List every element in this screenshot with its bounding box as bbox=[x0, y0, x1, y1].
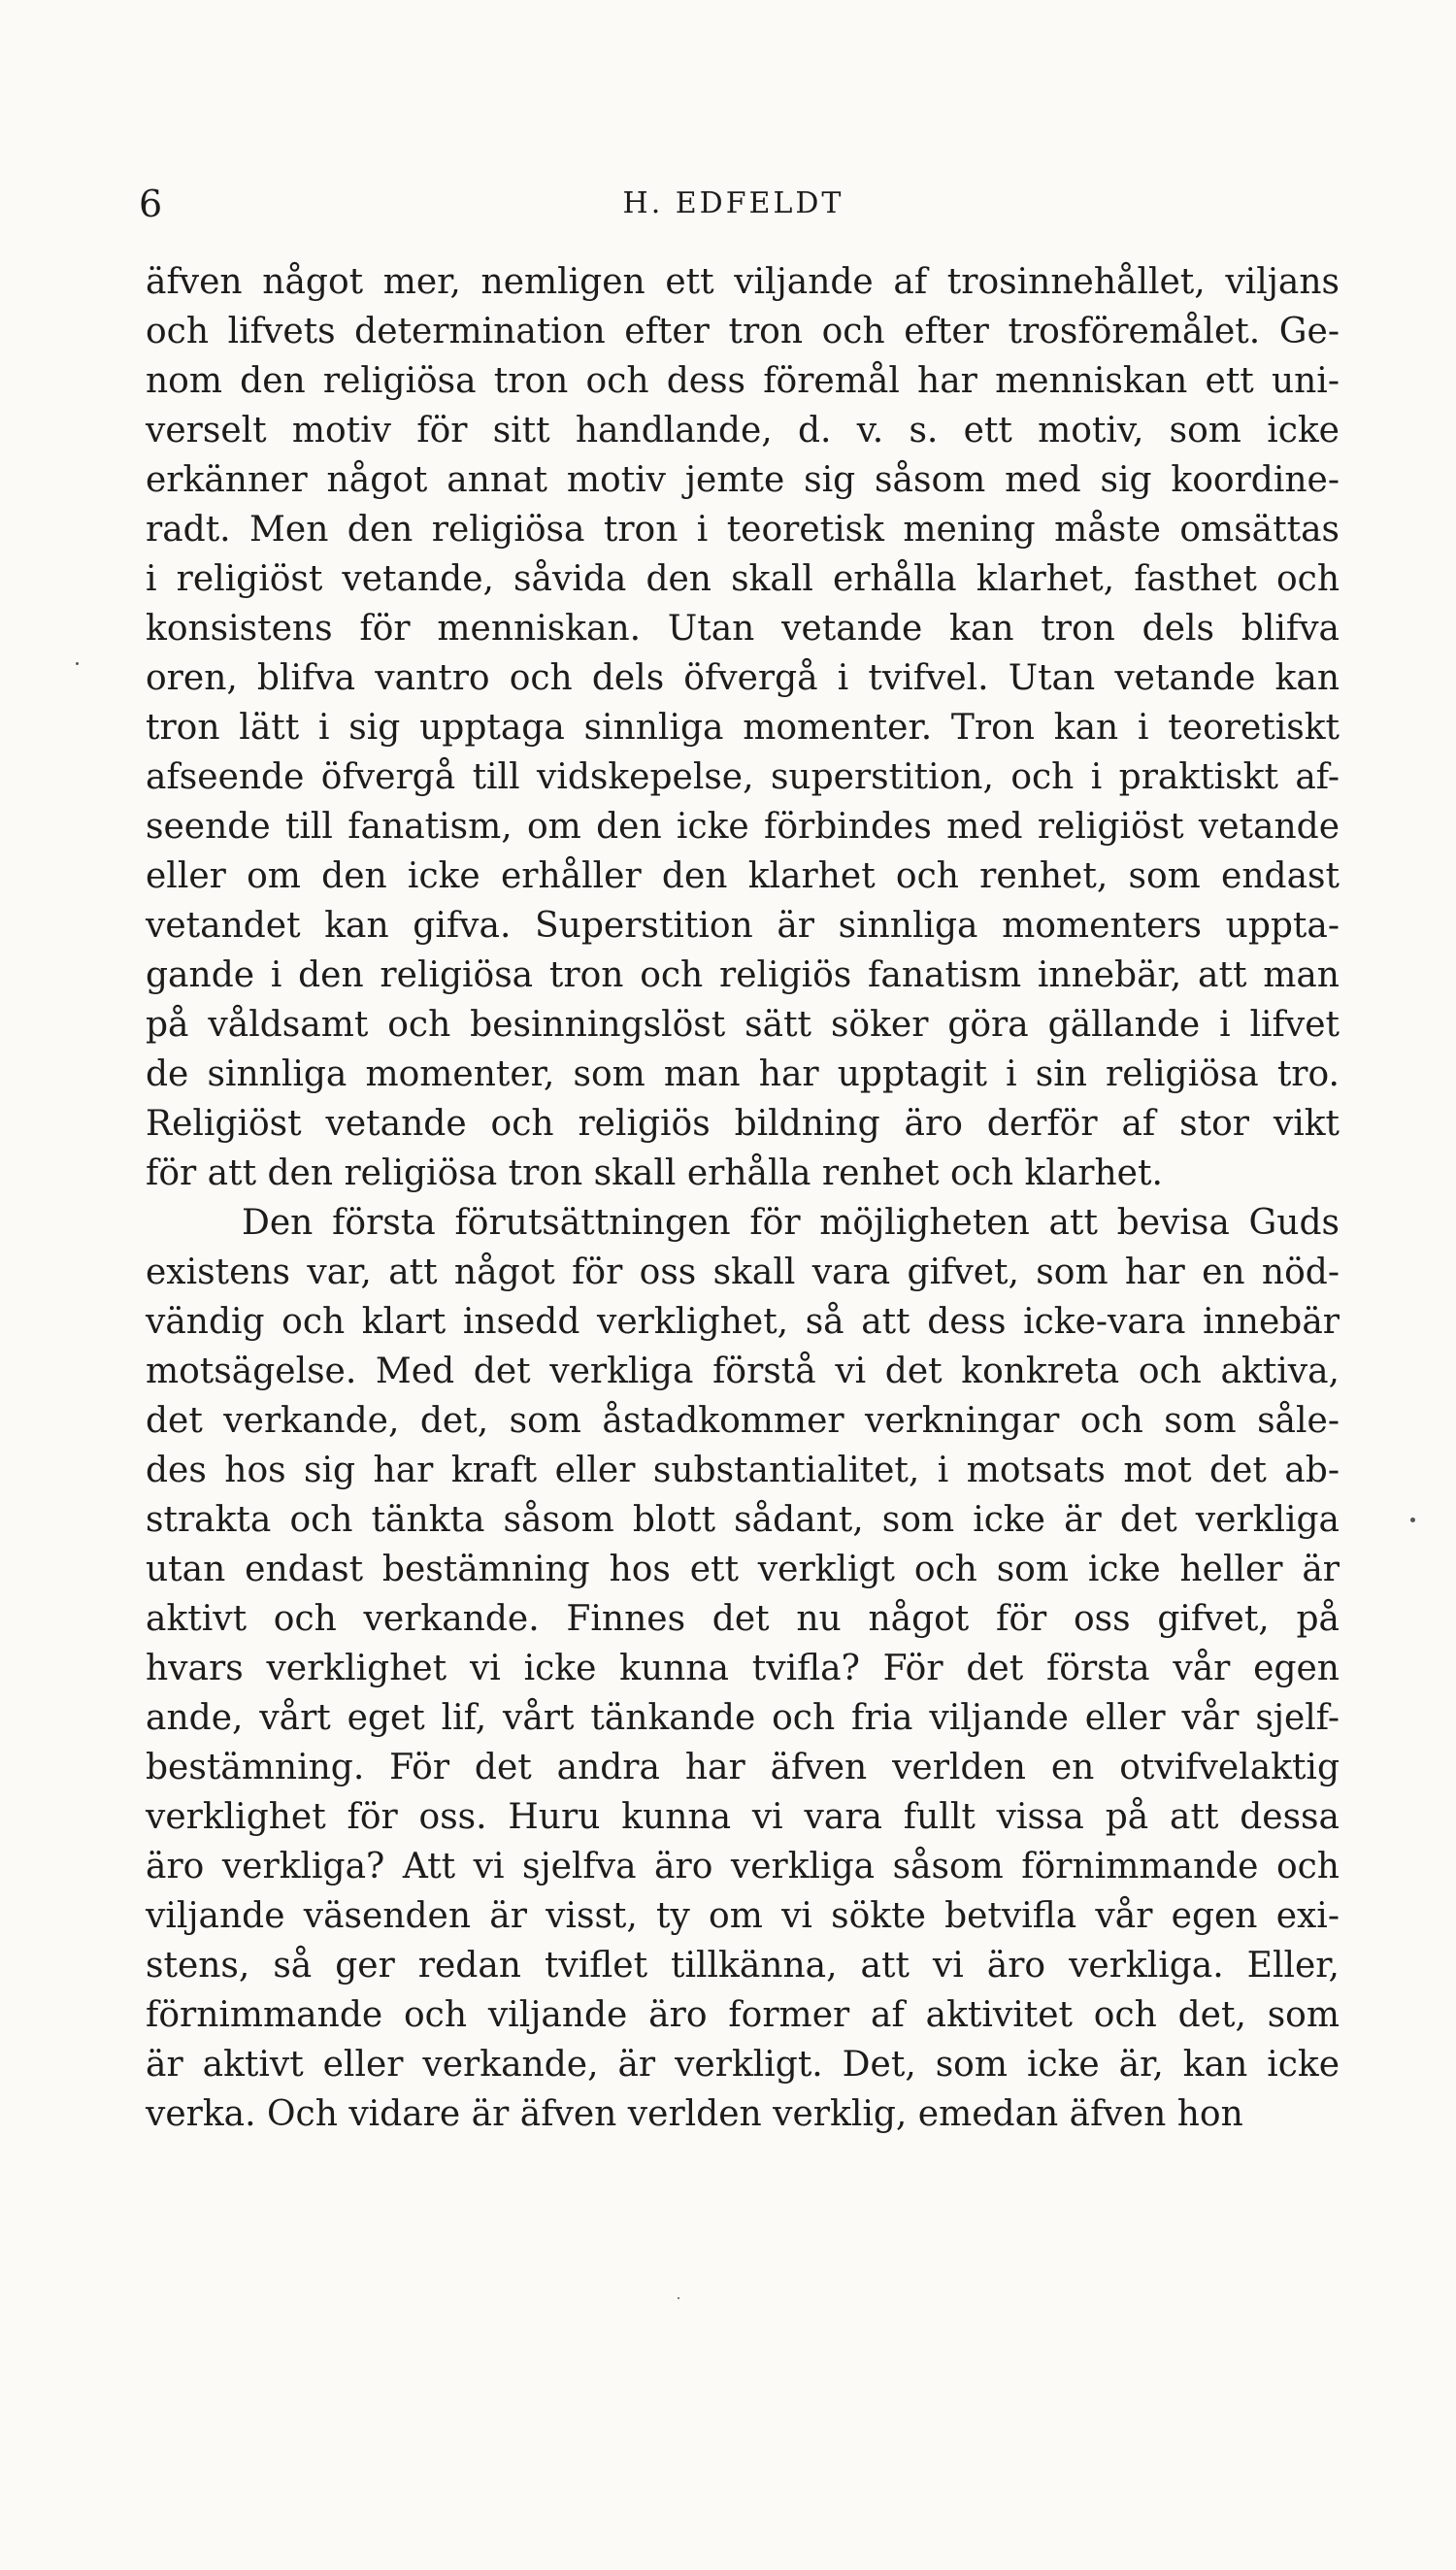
text-line: aktivt och verkande. Finnes det nu något för oss gifvet, på bbox=[146, 1599, 1340, 1639]
text-line: förnimmande och viljande äro former af aktivitet och det, som bbox=[146, 1995, 1340, 2035]
text-line: bestämning. För det andra har äfven verlden en otvifvelaktig bbox=[146, 1748, 1340, 1787]
paragraph-2 bbox=[146, 1198, 1340, 2139]
text-line: är aktivt eller verkande, är verkligt. Det, som icke är, kan icke bbox=[146, 2045, 1340, 2085]
paragraph-1 bbox=[146, 257, 1340, 1198]
text-line: verklighet för oss. Huru kunna vi vara fullt vissa på att dessa bbox=[146, 1797, 1340, 1837]
text-line: hvars verklighet vi icke kunna tvifla? För det första vår egen bbox=[146, 1649, 1340, 1688]
text-line: Religiöst vetande och religiös bildning äro derför af stor vikt bbox=[146, 1104, 1340, 1144]
ink-speck bbox=[1410, 1518, 1415, 1522]
text-line: motsägelse. Med det verkliga förstå vi det konkreta och aktiva, bbox=[146, 1352, 1340, 1391]
text-line: viljande väsenden är visst, ty om vi sökte betvifla vår egen exi- bbox=[146, 1896, 1340, 1936]
text-line: tron lätt i sig upptaga sinnliga momenter. Tron kan i teoretiskt bbox=[146, 708, 1340, 748]
text-line: verselt motiv för sitt handlande, d. v. s. ett motiv, som icke bbox=[146, 411, 1340, 451]
text-line: ande, vårt eget lif, vårt tänkande och fria viljande eller vår sjelf- bbox=[146, 1698, 1340, 1738]
ink-speck bbox=[76, 662, 79, 665]
text-line: utan endast bestämning hos ett verkligt och som icke heller är bbox=[146, 1550, 1340, 1589]
text-line: vändig och klart insedd verklighet, så att dess icke-vara innebär bbox=[146, 1302, 1340, 1342]
text-line: oren, blifva vantro och dels öfvergå i tvifvel. Utan vetande kan bbox=[146, 658, 1340, 698]
text-line: des hos sig har kraft eller substantialitet, i motsats mot det ab- bbox=[146, 1451, 1340, 1490]
running-head: H. EDFELDT bbox=[622, 186, 844, 220]
text-line: för att den religiösa tron skall erhålla renhet och klarhet. bbox=[146, 1153, 1163, 1193]
text-line: afseende öfvergå till vidskepelse, superstition, och i praktiskt af- bbox=[146, 757, 1340, 797]
text-line: på våldsamt och besinningslöst sätt söker göra gällande i lifvet bbox=[146, 1005, 1340, 1045]
text-line: och lifvets determination efter tron och efter trosföremålet. Ge- bbox=[146, 312, 1340, 351]
text-line: erkänner något annat motiv jemte sig såsom med sig koordine- bbox=[146, 460, 1340, 500]
text-line: stens, så ger redan tviflet tillkänna, att vi äro verkliga. Eller, bbox=[146, 1946, 1340, 1986]
page-header bbox=[139, 175, 1328, 233]
page-number: 6 bbox=[139, 183, 164, 225]
text-line: de sinnliga momenter, som man har upptagit i sin religiösa tro. bbox=[146, 1054, 1340, 1094]
ink-speck bbox=[678, 2297, 679, 2299]
text-line: äro verkliga? Att vi sjelfva äro verkliga såsom förnimmande och bbox=[146, 1847, 1340, 1886]
body-text bbox=[146, 257, 1340, 2139]
text-line: eller om den icke erhåller den klarhet och renhet, som endast bbox=[146, 856, 1340, 896]
text-line: Den första förutsättningen för möjligheten att bevisa Guds bbox=[242, 1203, 1340, 1243]
text-line: det verkande, det, som åstadkommer verkningar och som såle- bbox=[146, 1401, 1340, 1441]
text-line: i religiöst vetande, såvida den skall erhålla klarhet, fasthet och bbox=[146, 559, 1340, 599]
text-line: existens var, att något för oss skall vara gifvet, som har en nöd- bbox=[146, 1252, 1340, 1292]
text-line: radt. Men den religiösa tron i teoretisk mening måste omsättas bbox=[146, 510, 1340, 550]
text-line: nom den religiösa tron och dess föremål har menniskan ett uni- bbox=[146, 361, 1340, 401]
text-line: gande i den religiösa tron och religiös fanatism innebär, att man bbox=[146, 955, 1340, 995]
text-line: äfven något mer, nemligen ett viljande af trosinnehållet, viljans bbox=[146, 262, 1340, 302]
text-line: strakta och tänkta såsom blott sådant, som icke är det verkliga bbox=[146, 1500, 1340, 1540]
text-line: konsistens för menniskan. Utan vetande kan tron dels blifva bbox=[146, 609, 1340, 649]
text-line: vetandet kan gifva. Superstition är sinnliga momenters uppta- bbox=[146, 906, 1340, 946]
text-line: verka. Och vidare är äfven verlden verklig, emedan äfven hon bbox=[146, 2094, 1243, 2134]
text-line: seende till fanatism, om den icke förbindes med religiöst vetande bbox=[146, 807, 1340, 847]
